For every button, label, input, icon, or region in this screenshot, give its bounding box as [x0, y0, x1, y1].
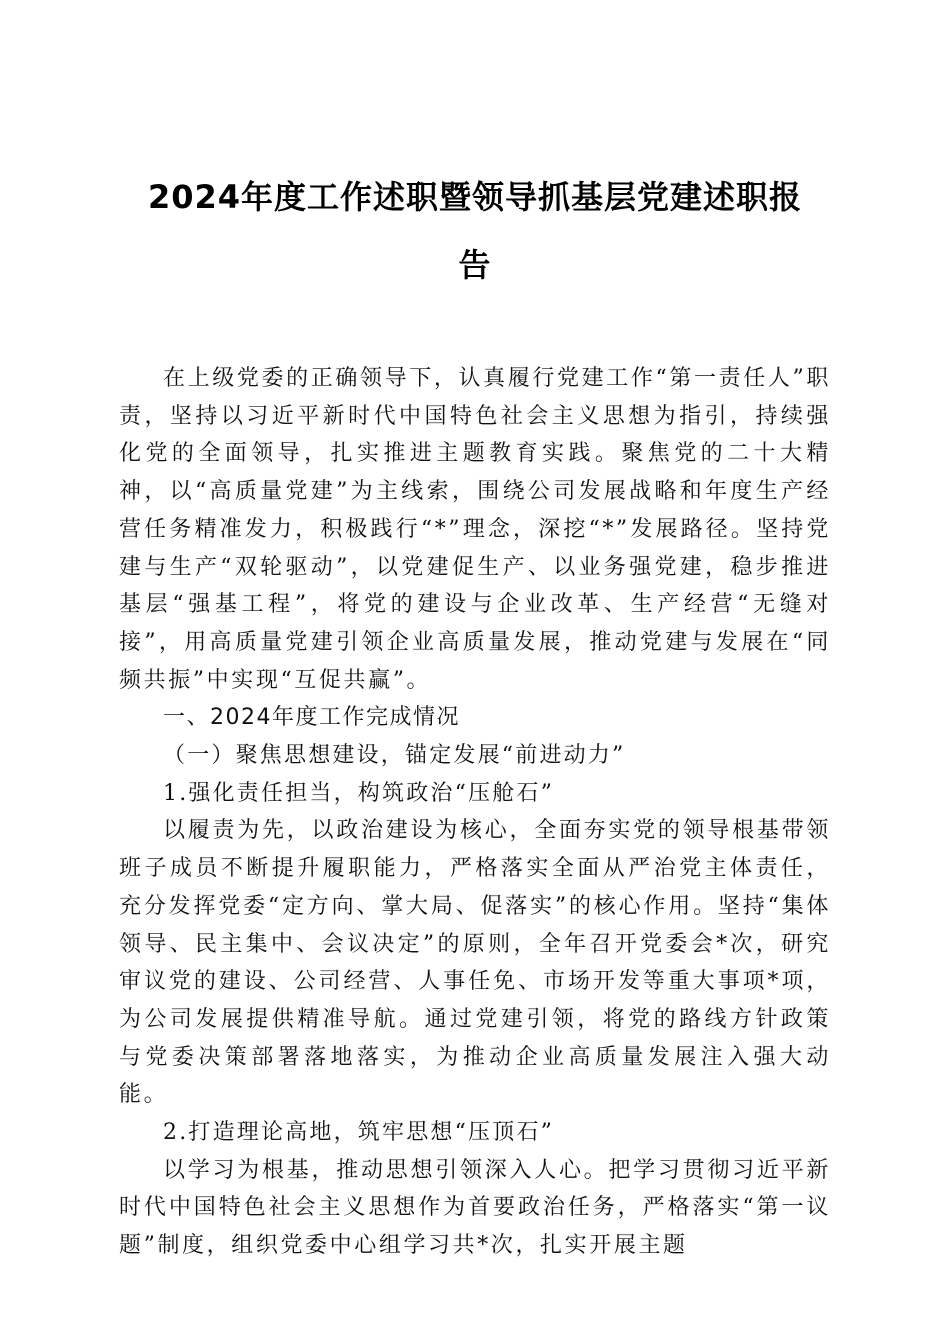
document-title-line-1: 2024年度工作述职暨领导抓基层党建述职报 — [147, 178, 803, 216]
item-2-heading: 2.打造理论高地，筑牢思想“压顶石” — [163, 1120, 555, 1146]
item-2-paragraph: 以学习为根基，推动思想引领深入人心。把学习贯彻习近平新时代中国特色社会主义思想作为首要政治任务，严格落实“第一议题”制度，组织党委中心组学习共*次，扎实开展主题 — [119, 1157, 831, 1259]
document-title-line-2: 告 — [458, 246, 492, 284]
item-1-paragraph: 以履责为先，以政治建设为核心，全面夯实党的领导根基带领班子成员不断提升履职能力，严格落实全面从严治党主体责任，充分发挥党委“定方向、掌大局、促落实”的核心作用。坚持“集体领导、民主集中、会议决定”的原则，全年召开党委会*次，研究审议党的建设、公司经营、人事任免、市场开发等重大事项*项，为公司发展提供精准导航。通过党建引领，将党的路线方针政策与党委决策部署落地落实，为推动企业高质量发展注入强大动能。 — [119, 818, 831, 1108]
section-1-heading: 一、2024年度工作完成情况 — [163, 705, 460, 731]
subsection-1-heading: （一）聚焦思想建设，锚定发展“前进动力” — [163, 743, 626, 769]
item-1-heading: 1.强化责任担当，构筑政治“压舱石” — [163, 780, 555, 806]
document-body — [119, 360, 831, 1265]
intro-paragraph: 在上级党委的正确领导下，认真履行党建工作“第一责任人”职责，坚持以习近平新时代中国特色社会主义思想为指引，持续强化党的全面领导，扎实推进主题教育实践。聚焦党的二十大精神，以“高质量党建”为主线索，围绕公司发展战略和年度生产经营任务精准发力，积极践行“*”理念，深挖“*”发展路径。坚持党建与生产“双轮驱动”，以党建促生产、以业务强党建，稳步推进基层“强基工程”，将党的建设与企业改革、生产经营“无缝对接”，用高质量党建引领企业高质量发展，推动党建与发展在“同频共振”中实现“互促共赢”。 — [119, 366, 831, 693]
